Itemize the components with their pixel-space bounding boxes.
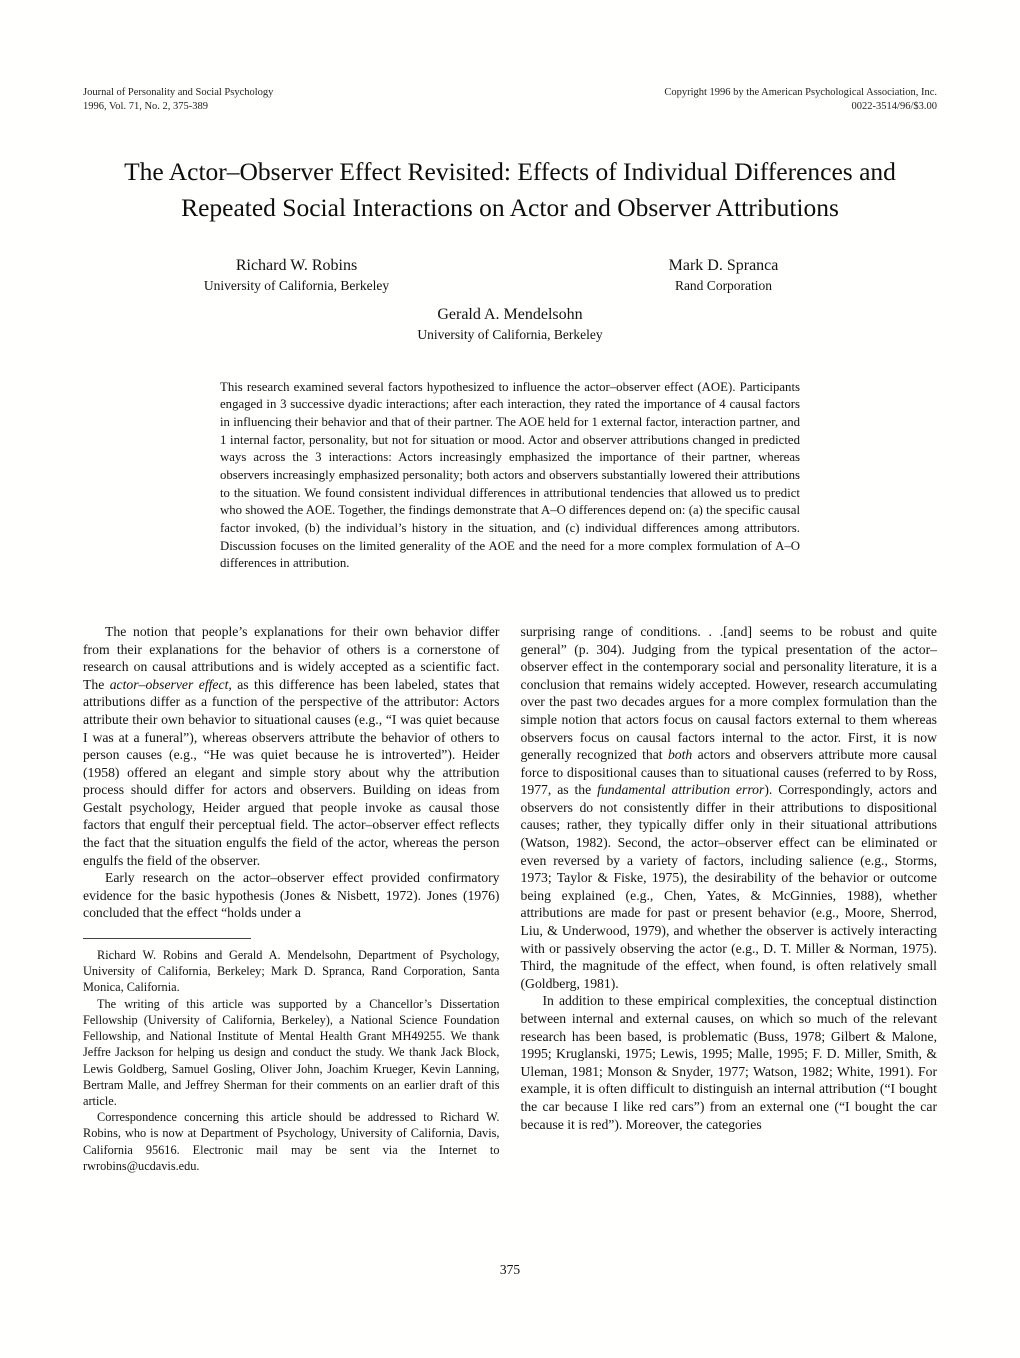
journal-issue: 1996, Vol. 71, No. 2, 375-389 xyxy=(83,101,209,113)
paragraph: In addition to these empirical complexities, the conceptual distinction between internal and external causes, on which so much of the relevant research has been based, is problematic (Buss, 1978; Gilbert & Malone, 1995; Kruglanski, 1975; Lewis, 1995; Malle, 1995; F. D. Miller, Smith, & Uleman, 1981; Monson & Snyder, 1977; Watson, 1982; White, 1991). For example, it is often difficult to distinguish an internal attribution (“I bought the car because I like red cars”) from an external one (“I bought the car because it is red”). Moreover, the categories xyxy=(520,993,937,1132)
author-name: Richard W. Robins xyxy=(235,256,358,274)
journal-info xyxy=(83,86,273,114)
paragraph: Richard W. Robins and Gerald A. Mendelsohn, Department of Psychology, University of California, Berkeley; Mark D. Spranca, Rand Corporation, Santa Monica, California. xyxy=(83,948,500,995)
copyright-info xyxy=(664,86,937,114)
author-affiliation: Rand Corporation xyxy=(674,277,773,293)
paragraph: Correspondence concerning this article should be addressed to Richard W. Robins, who is now at Department of Psychology, University of California, Davis, California 95616. Electronic mail may be sent via the Internet to rwrobins@ucdavis.edu. xyxy=(83,1110,500,1173)
author-affiliation: University of California, Berkeley xyxy=(203,277,390,293)
author-name: Gerald A. Mendelsohn xyxy=(437,305,583,323)
page-number: 375 xyxy=(499,1262,521,1277)
paper-title: The Actor–Observer Effect Revisited: Effects of Individual Differences and Repeated Social Interactions on Actor and Observer Attributions xyxy=(124,157,896,222)
footnote-divider xyxy=(83,938,251,939)
paragraph: surprising range of conditions. . .[and] seems to be robust and quite general” (p. 304). Judging from the typical presentation of the actor–observer effect in the contemporary social and personality literature, it is a conclusion that remains widely accepted. However, research accumulating over the past two decades argues for a more complex formulation than the simple notion that actors focus on causal factors external to them whereas observers focus on causal factors internal to the actor. First, it is now generally recognized that both actors and observers attribute more causal force to dispositional causes than to situational causes (referred to by Ross, 1977, as the fundamental attribution error). Correspondingly, actors and observers do not consistently differ in their attributions to dispositional causes; rather, they typically differ only in their situational attributions (Watson, 1982). Second, the actor–observer effect can be eliminated or even reversed by a variety of factors, including salience (e.g., Storms, 1973; Taylor & Fiske, 1975), the desirability of the behavior or outcome being explained (e.g., Chen, Yates, & McGinnies, 1988), whether attributions are made for past or present behavior (e.g., Moore, Sherrod, Liu, & Underwood, 1979), and whether the observer is actively interacting with or passively observing the actor (e.g., D. T. Miller & Norman, 1975). Third, the magnitude of the effect, when found, is often relatively small (Goldberg, 1981). xyxy=(520,623,938,991)
author-note-text xyxy=(83,947,500,1174)
left-column-text xyxy=(83,623,500,922)
author-note xyxy=(83,938,500,1174)
body-columns xyxy=(83,623,937,1174)
right-column-text xyxy=(521,623,938,1133)
paragraph: The writing of this article was supported by a Chancellor’s Dissertation Fellowship (University of California, Berkeley), a National Science Foundation Fellowship, and National Institute of Mental Health Grant MH49255. We thank Jeffre Jackson for helping us design and conduct the study. We thank Jack Block, Lewis Goldberg, Samuel Gosling, Oliver John, Joachim Krueger, Kevin Lanning, Bertram Malle, and Jeffrey Sherman for their comments on an earlier draft of this article. xyxy=(83,996,500,1108)
author-name: Mark D. Spranca xyxy=(668,256,779,274)
author-block-3 xyxy=(83,306,937,343)
author-affiliation: University of California, Berkeley xyxy=(417,326,603,342)
journal-name: Journal of Personality and Social Psychology xyxy=(83,87,274,98)
abstract: This research examined several factors hypothesized to influence the actor–observer effect (AOE). Participants engaged in 3 successive dyadic interactions; after each interaction, they rated the importance of 4 causal factors in influencing their behavior and that of their partner. The AOE held for 1 external factor, interaction partner, and 1 internal factor, personality, but not for situation or mood. Actor and observer attributions changed in predicted ways across the 3 interactions: Actors increasingly emphasized the importance of their partner, whereas observers increasingly emphasized personality; both actors and observers substantially lowered their attributions to the situation. We found consistent individual differences in attributional tendencies that allowed us to predict who showed the AOE. Together, the findings demonstrate that A–O differences depend on: (a) the specific causal factor invoked, (b) the individual’s history in the situation, and (c) individual differences among attributors. Discussion focuses on the limited generality of the AOE and the need for a more complex formulation of A–O differences in attribution. xyxy=(220,379,800,571)
author-block-2 xyxy=(510,257,937,294)
paragraph: Early research on the actor–observer effect provided confirmatory evidence for the basic hypothesis (Jones & Nisbett, 1972). Jones (1976) concluded that the effect “holds under a xyxy=(83,870,500,921)
issn-line: 0022-3514/96/$3.00 xyxy=(851,101,937,113)
author-block-1 xyxy=(83,257,510,294)
journal-header xyxy=(83,86,937,114)
copyright-line: Copyright 1996 by the American Psychological Association, Inc. xyxy=(664,87,937,98)
paragraph: The notion that people’s explanations for their own behavior differ from their explanations for the behavior of others is a cornerstone of research on causal attributions and is widely accepted as a scientific fact. The actor–observer effect, as this difference has been labeled, states that attributions differ as a function of the perspective of the attributor: Actors attribute their own behavior to situational causes (e.g., “I was quiet because I was at a funeral”), whereas observers attribute the behavior of others to person causes (e.g., “He was quiet because he is introverted”). Heider (1958) offered an elegant and simple story about why the attribution process should differ for actors and observers. Building on ideas from Gestalt psychology, Heider argued that people invoke as causal those factors that engulf their perceptual field. The actor–observer effect reflects the fact that the situation engulfs the field of the actor, whereas the person engulfs the field of the observer. xyxy=(83,623,500,868)
right-column xyxy=(521,623,938,1174)
authors-row xyxy=(83,257,937,294)
left-column xyxy=(83,623,500,1174)
